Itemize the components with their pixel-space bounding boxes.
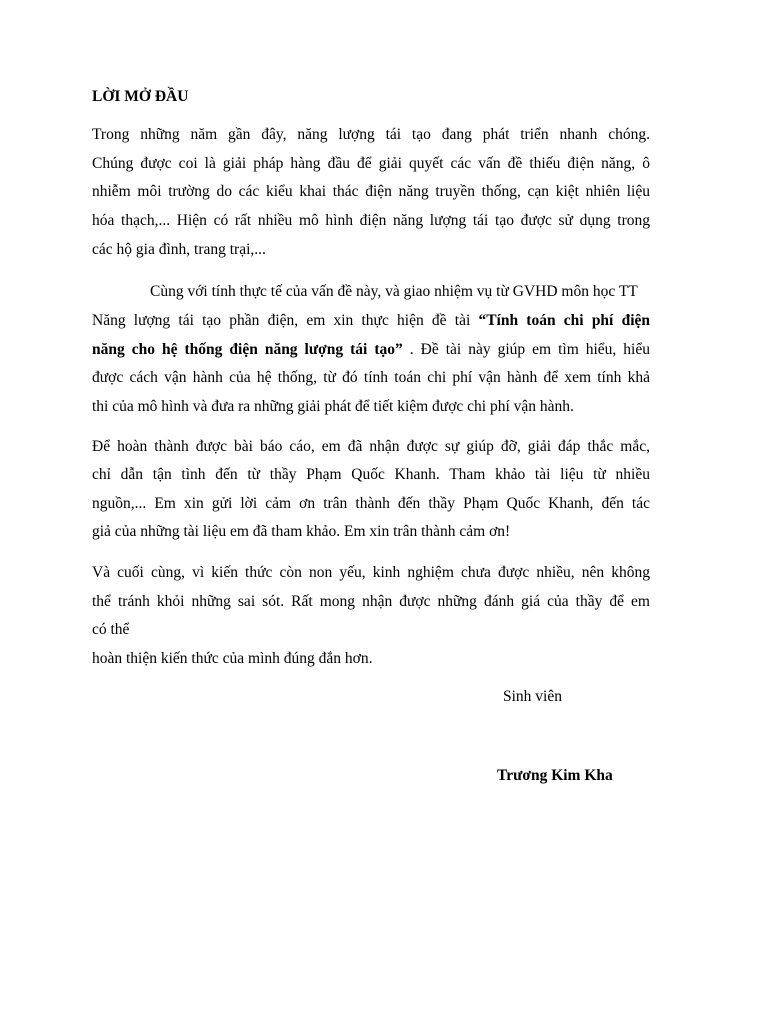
paragraph-4-line-1: Và cuối cùng, vì kiến thức còn non yếu, kinh nghiệm chưa được nhiều, nên không <box>92 564 650 581</box>
paragraph-1-line-4: hóa thạch,... Hiện có rất nhiều mô hình điện năng lượng tái tạo được sử dụng trong <box>92 212 650 229</box>
paragraph-2-line-4: được cách vận hành của hệ thống, từ đó tính toán chi phí vận hành để xem tính khả <box>92 369 650 386</box>
page-title: LỜI MỞ ĐẦU <box>92 88 189 105</box>
paragraph-4-line-3: có thể <box>92 621 130 638</box>
paragraph-3-line-4: giả của những tài liệu em đã tham khảo. Em xin trân thành cảm ơn! <box>92 523 511 540</box>
signature-name: Trương Kim Kha <box>497 767 613 784</box>
paragraph-3-line-1: Để hoàn thành được bài báo cáo, em đã nhận được sự giúp đỡ, giải đáp thắc mắc, <box>92 438 650 455</box>
paragraph-2-line-3 <box>92 340 650 360</box>
paragraph-2-line-5: thi của mô hình và đưa ra những giải phát để tiết kiệm được chi phí vận hành. <box>92 398 574 415</box>
paragraph-1-line-3: nhiễm môi trường do các kiểu khai thác điện năng truyền thống, cạn kiệt nhiên liệu <box>92 183 650 200</box>
signature-role: Sinh viên <box>503 688 562 705</box>
paragraph-1-line-5: các hộ gia đình, trang trại,... <box>92 241 266 258</box>
topic-title-part-1: “Tính toán chi phí điện <box>478 312 650 329</box>
paragraph-2-line-2 <box>92 311 650 331</box>
paragraph-2-line-3-text: . Đề tài này giúp em tìm hiểu, hiểu <box>402 341 650 358</box>
paragraph-3-line-3: nguồn,... Em xin gửi lời cảm ơn trân thành đến thầy Phạm Quốc Khanh, đến tác <box>92 495 650 512</box>
paragraph-1-line-2: Chúng được coi là giải pháp hàng đầu để giải quyết các vấn đề thiếu điện năng, ô <box>92 155 650 172</box>
paragraph-4-line-2: thể tránh khỏi những sai sót. Rất mong nhận được những đánh giá của thầy để em <box>92 593 650 610</box>
paragraph-1-line-1: Trong những năm gần đây, năng lượng tái tạo đang phát triển nhanh chóng. <box>92 126 650 143</box>
paragraph-2-line-2-text: Năng lượng tái tạo phần điện, em xin thực hiện đề tài <box>92 312 479 329</box>
paragraph-4-line-4: hoàn thiện kiến thức của mình đúng đắn hơn. <box>92 650 373 667</box>
paragraph-2-line-1: Cùng với tính thực tế của vấn đề này, và giao nhiệm vụ từ GVHD môn học TT <box>150 283 638 300</box>
paragraph-3-line-2: chỉ dẫn tận tình đến từ thầy Phạm Quốc Khanh. Tham khảo tài liệu từ nhiều <box>92 466 650 483</box>
topic-title-part-2: năng cho hệ thống điện năng lượng tái tạo” <box>92 341 403 358</box>
